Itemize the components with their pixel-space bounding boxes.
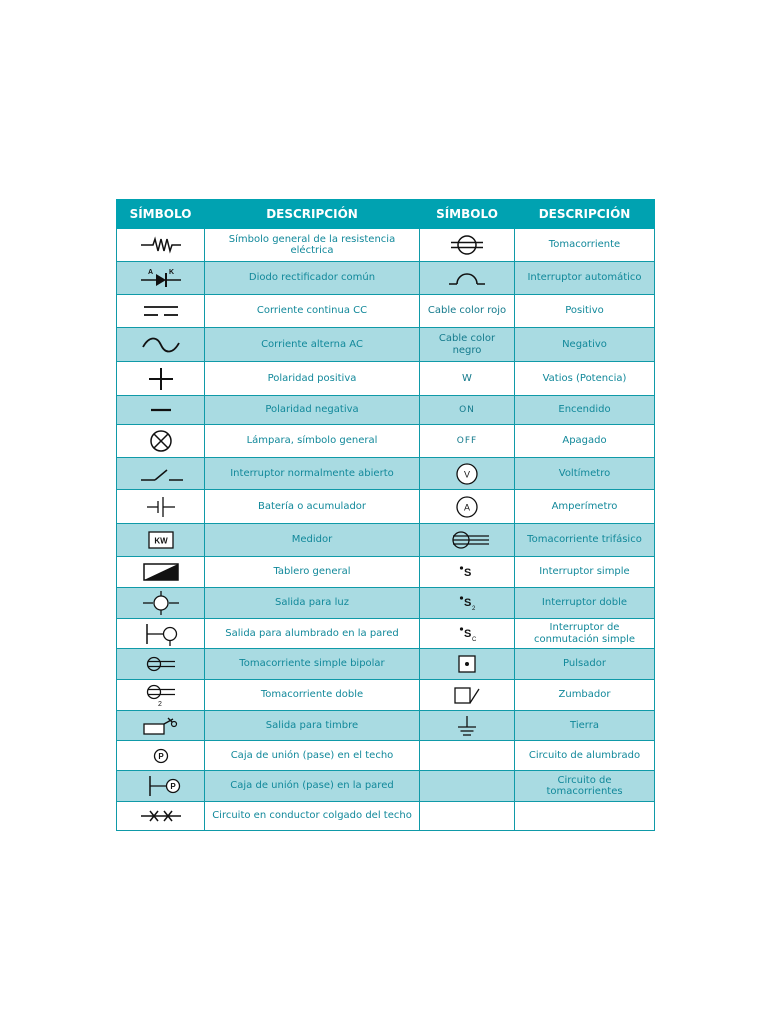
description-cell [515,802,655,831]
description-cell: Medidor [205,524,420,557]
table-row [117,328,655,362]
description-cell: Pulsador [515,649,655,680]
symbol-text-cell: ON [420,396,515,425]
description-cell: Polaridad negativa [205,396,420,425]
description-cell: Lámpara, símbolo general [205,425,420,458]
buzzer-icon [437,683,497,707]
symbol-text-cell: Cable color negro [420,328,515,362]
description-cell: Polaridad positiva [205,362,420,396]
ammeter-label: A [463,502,471,512]
table-row [117,425,655,458]
description-cell: Corriente alterna AC [205,328,420,362]
description-cell: Amperímetro [515,490,655,524]
ac-current-icon [131,334,191,356]
wall-light-icon [131,621,191,647]
simple-switch-icon [437,561,497,583]
header-symbol-1: SÍMBOLO [117,200,205,229]
ammeter-icon [437,494,497,520]
table-row [117,649,655,680]
double-outlet-icon [131,682,191,708]
symbol-text-cell: Cable color rojo [420,295,515,328]
commutation-switch-icon [437,622,497,646]
table-row [117,680,655,711]
table-row [117,229,655,262]
diode-anode-label: A [147,269,153,276]
description-cell: Voltímetro [515,458,655,490]
junction-label: P [157,751,164,761]
description-cell: Circuito de alumbrado [515,741,655,771]
open-switch-icon [131,463,191,485]
table-row [117,295,655,328]
diode-icon [131,266,191,290]
bell-outlet-icon [131,714,191,738]
table-row [117,362,655,396]
hanging-conductor-icon [131,806,191,826]
description-cell: Tomacorriente trifásico [515,524,655,557]
description-cell: Salida para timbre [205,711,420,741]
table-row [117,802,655,831]
wall-junction-icon [131,773,191,799]
description-cell: Salida para alumbrado en la pared [205,619,420,649]
header-description-2: DESCRIPCIÓN [515,200,655,229]
symbol-text-cell: OFF [420,425,515,458]
push-button-icon [437,653,497,675]
voltmeter-icon [437,461,497,487]
description-cell: Caja de unión (pase) en el techo [205,741,420,771]
table-row [117,557,655,588]
outlet-count-label: 2 [157,701,162,708]
empty-symbol-cell [420,802,515,831]
table-row [117,524,655,557]
ground-icon [437,714,497,738]
battery-icon [131,494,191,520]
switch-label: S [464,627,472,640]
header-symbol-2: SÍMBOLO [420,200,515,229]
description-cell: Interruptor de conmutación simple [515,619,655,649]
table-row [117,741,655,771]
header-description-1: DESCRIPCIÓN [205,200,420,229]
description-cell: Tablero general [205,557,420,588]
description-cell: Batería o acumulador [205,490,420,524]
switch-label: S [464,567,472,579]
description-cell: Salida para luz [205,588,420,619]
table-row [117,588,655,619]
outlet-icon [437,233,497,257]
table-row [117,490,655,524]
plus-icon [131,366,191,392]
description-cell: Negativo [515,328,655,362]
double-switch-icon [437,591,497,615]
table-row [117,458,655,490]
description-cell: Tomacorriente [515,229,655,262]
voltmeter-label: V [463,469,471,479]
description-cell: Interruptor normalmente abierto [205,458,420,490]
symbols-table [116,199,655,831]
description-cell: Zumbador [515,680,655,711]
description-cell: Apagado [515,425,655,458]
lamp-icon [131,429,191,453]
three-phase-outlet-icon [437,528,497,552]
description-cell: Circuito en conductor colgado del techo [205,802,420,831]
meter-label: KW [153,536,168,546]
empty-symbol-cell [420,771,515,802]
table-row [117,619,655,649]
description-cell: Circuito de tomacorrientes [515,771,655,802]
description-cell: Tomacorriente doble [205,680,420,711]
description-cell: Caja de unión (pase) en la pared [205,771,420,802]
description-cell: Interruptor simple [515,557,655,588]
description-cell: Positivo [515,295,655,328]
table-row [117,711,655,741]
minus-icon [131,402,191,418]
resistor-icon [131,235,191,255]
description-cell: Corriente continua CC [205,295,420,328]
description-cell: Diodo rectificador común [205,262,420,295]
description-cell: Interruptor automático [515,262,655,295]
circuit-breaker-icon [437,266,497,290]
table-header-row [117,200,655,229]
panel-icon [131,561,191,583]
diode-cathode-label: K [168,269,174,276]
description-cell: Encendido [515,396,655,425]
symbol-text-cell: W [420,362,515,396]
table-row [117,396,655,425]
meter-icon [131,528,191,552]
switch-subscript: 2 [472,606,476,612]
switch-subscript: C [472,636,477,643]
light-outlet-icon [131,590,191,616]
empty-symbol-cell [420,741,515,771]
switch-label: S [464,597,472,609]
table-row [117,262,655,295]
description-cell: Símbolo general de la resistencia eléctrica [205,229,420,262]
dc-current-icon [131,300,191,322]
description-cell: Vatios (Potencia) [515,362,655,396]
description-cell: Tierra [515,711,655,741]
ceiling-junction-icon [131,745,191,767]
table-row [117,771,655,802]
bipolar-outlet-icon [131,653,191,675]
description-cell: Tomacorriente simple bipolar [205,649,420,680]
description-cell: Interruptor doble [515,588,655,619]
junction-label: P [169,782,176,791]
